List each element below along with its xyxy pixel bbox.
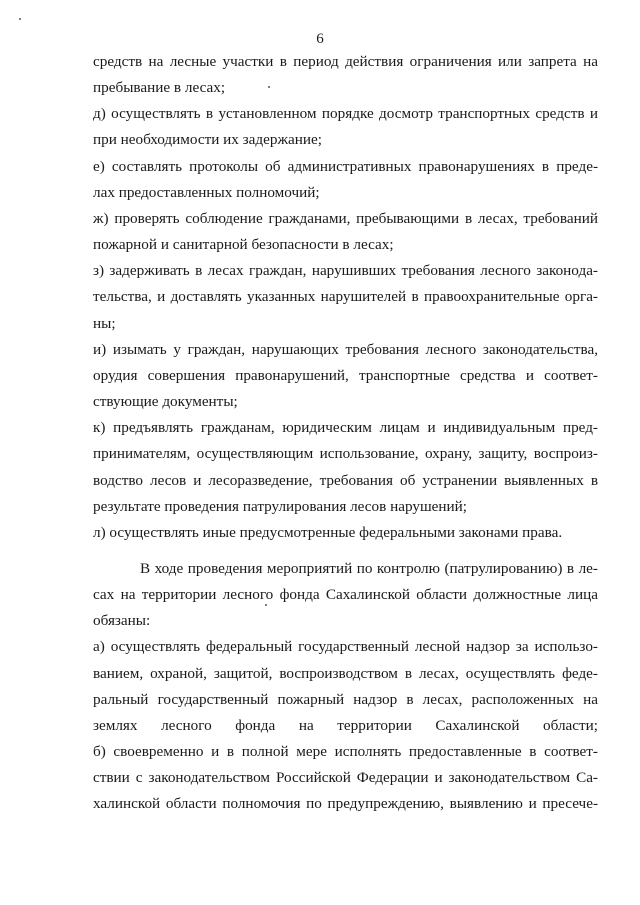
text-line: к) предъявлять гражданам, юридическим лицам и индивидуальным пред- bbox=[93, 419, 598, 437]
text-line: ральный государственный пожарный надзор в лесах, расположенных на bbox=[93, 690, 598, 708]
text-line: лах предоставленных полномочий; bbox=[93, 183, 320, 201]
text-line: сах на территории лесного фонда Сахалинской области должностные лица bbox=[93, 586, 598, 604]
scan-speck bbox=[265, 604, 267, 606]
text-line: и) изымать у граждан, нарушающих требования лесного законодательства, bbox=[93, 340, 598, 358]
scan-speck bbox=[19, 18, 21, 20]
text-line: а) осуществлять федеральный государственный лесной надзор за использо- bbox=[93, 638, 598, 656]
text-line: д) осуществлять в установленном порядке досмотр транспортных средств и bbox=[93, 105, 598, 123]
text-line: принимателям, осуществляющим использование, охрану, защиту, воспроиз- bbox=[93, 445, 598, 463]
text-line: л) осуществлять иные предусмотренные федеральными законами права. bbox=[93, 523, 563, 541]
text-line: халинской области полномочия по предупреждению, выявлению и пресече- bbox=[93, 795, 598, 813]
text-line: ны; bbox=[93, 314, 116, 332]
text-line: пожарной и санитарной безопасности в лесах; bbox=[93, 236, 394, 254]
text-line: е) составлять протоколы об административных правонарушениях в преде- bbox=[93, 157, 598, 175]
text-line: ствующие документы; bbox=[93, 393, 238, 411]
paragraph-gap bbox=[93, 546, 598, 556]
text-line: ж) проверять соблюдение гражданами, пребывающими в лесах, требований bbox=[93, 209, 598, 227]
text-line: результате проведения патрулирования лесов нарушений; bbox=[93, 497, 467, 515]
text-line: обязаны: bbox=[93, 612, 151, 630]
text-line: б) своевременно и в полной мере исполнять предоставленные в соответ- bbox=[93, 743, 598, 761]
text-line: з) задерживать в лесах граждан, нарушивших требования лесного законода- bbox=[93, 262, 598, 280]
page-number: 6 bbox=[316, 31, 324, 47]
text-line: ванием, охраной, защитой, воспроизводством в лесах, осуществлять феде- bbox=[93, 664, 598, 682]
text-line: ствии с законодательством Российской Федерации и законодательством Са- bbox=[93, 769, 598, 787]
document-body bbox=[93, 49, 598, 818]
text-line: пребывание в лесах; bbox=[93, 79, 226, 97]
text-line: водство лесов и лесоразведение, требования об устранении выявленных в bbox=[93, 471, 598, 489]
scan-speck bbox=[268, 86, 270, 88]
text-line: тельства, и доставлять указанных нарушителей в правоохранительные орга- bbox=[93, 288, 598, 306]
text-line: землях лесного фонда на территории Сахалинской области; bbox=[93, 716, 598, 734]
text-line: В ходе проведения мероприятий по контролю (патрулированию) в ле- bbox=[140, 559, 598, 577]
text-line: орудия совершения правонарушений, транспортные средства и соответ- bbox=[93, 366, 598, 384]
text-line: при необходимости их задержание; bbox=[93, 131, 322, 149]
text-line: средств на лесные участки в период действия ограничения или запрета на bbox=[93, 53, 598, 70]
